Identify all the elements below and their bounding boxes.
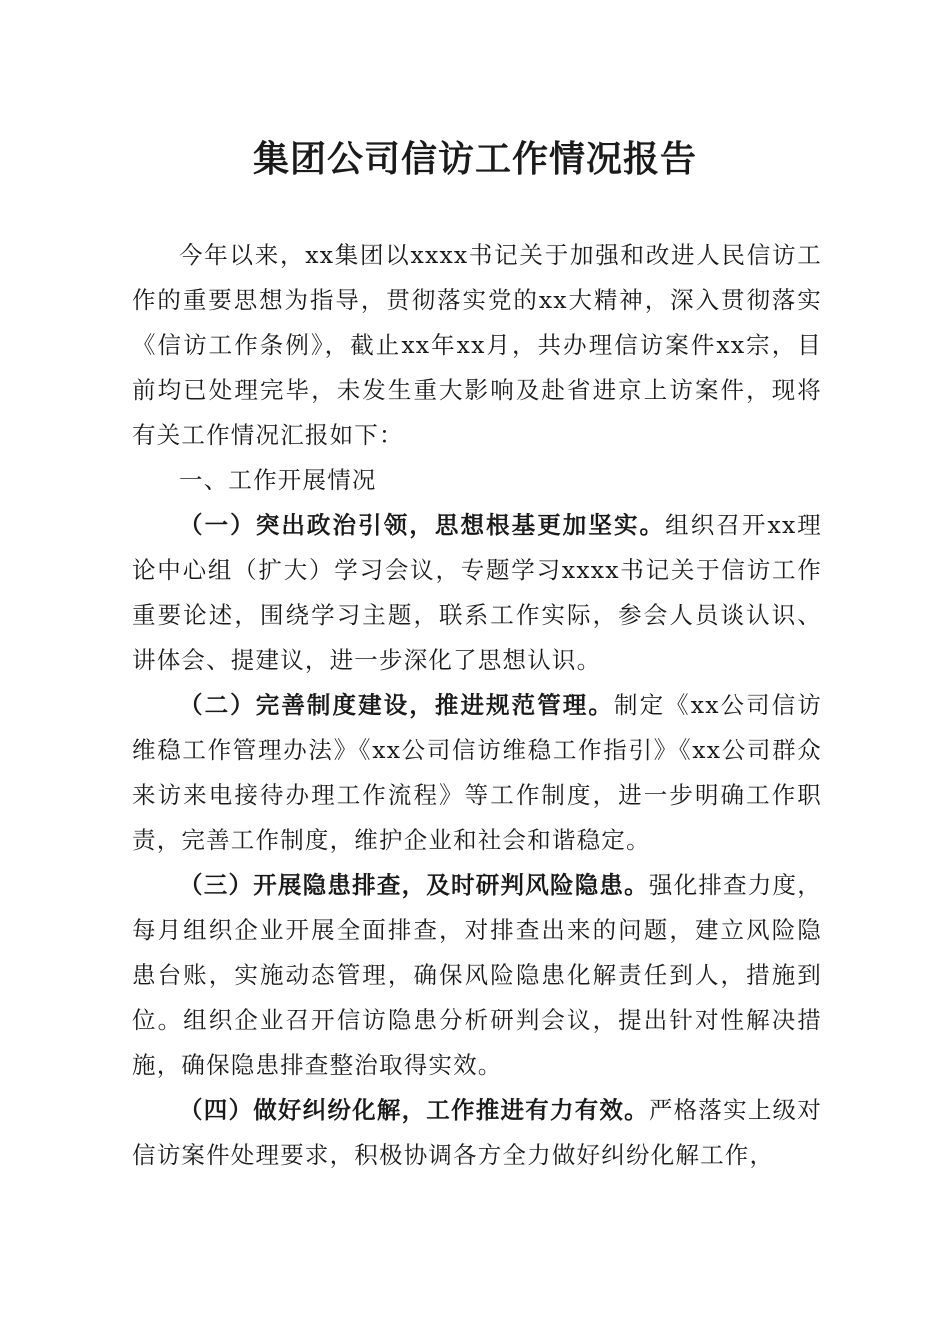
item-paragraph-1	[132, 503, 822, 683]
item-lead-1: （一）突出政治引领，思想根基更加坚实。	[179, 511, 666, 539]
item-text-1: 组织召开xx理论中心组（扩大）学习会议，专题学习xxxx书记关于信访工作重要论述，围绕学习主题，联系工作实际，参会人员谈认识、讲体会、提建议，进一步深化了思想认识。	[132, 511, 822, 674]
item-paragraph-4	[132, 1088, 822, 1178]
item-lead-2: （二）完善制度建设，推进规范管理。	[179, 691, 614, 719]
item-text-3: 强化排查力度，每月组织企业开展全面排查，对排查出来的问题，建立风险隐患台账，实施动态管理，确保风险隐患化解责任到人，措施到位。组织企业召开信访隐患分析研判会议，提出针对性解决措施，确保隐患排查整治取得实效。	[132, 871, 822, 1079]
item-paragraph-2	[132, 683, 822, 863]
item-lead-3: （三）开展隐患排查，及时研判风险隐患。	[179, 871, 649, 899]
item-text-4: 严格落实上级对信访案件处理要求，积极协调各方全力做好纠纷化解工作，	[132, 1096, 822, 1169]
intro-paragraph: 今年以来，xx集团以xxxx书记关于加强和改进人民信访工作的重要思想为指导，贯彻落实党的xx大精神，深入贯彻落实《信访工作条例》，截止xx年xx月，共办理信访案件xx宗，目前均已处理完毕，未发生重大影响及赴省进京上访案件，现将有关工作情况汇报如下：	[132, 241, 822, 449]
document-title: 集团公司信访工作情况报告	[252, 138, 697, 180]
item-lead-4: （四）做好纠纷化解，工作推进有力有效。	[179, 1096, 649, 1124]
item-paragraph-3	[132, 863, 822, 1088]
item-text-2: 制定《xx公司信访维稳工作管理办法》《xx公司信访维稳工作指引》《xx公司群众来访来电接待办理工作流程》等工作制度，进一步明确工作职责，完善工作制度，维护企业和社会和谐稳定。	[132, 691, 822, 854]
section-heading-work-progress: 一、工作开展情况	[179, 466, 377, 494]
document-body	[132, 233, 822, 1178]
